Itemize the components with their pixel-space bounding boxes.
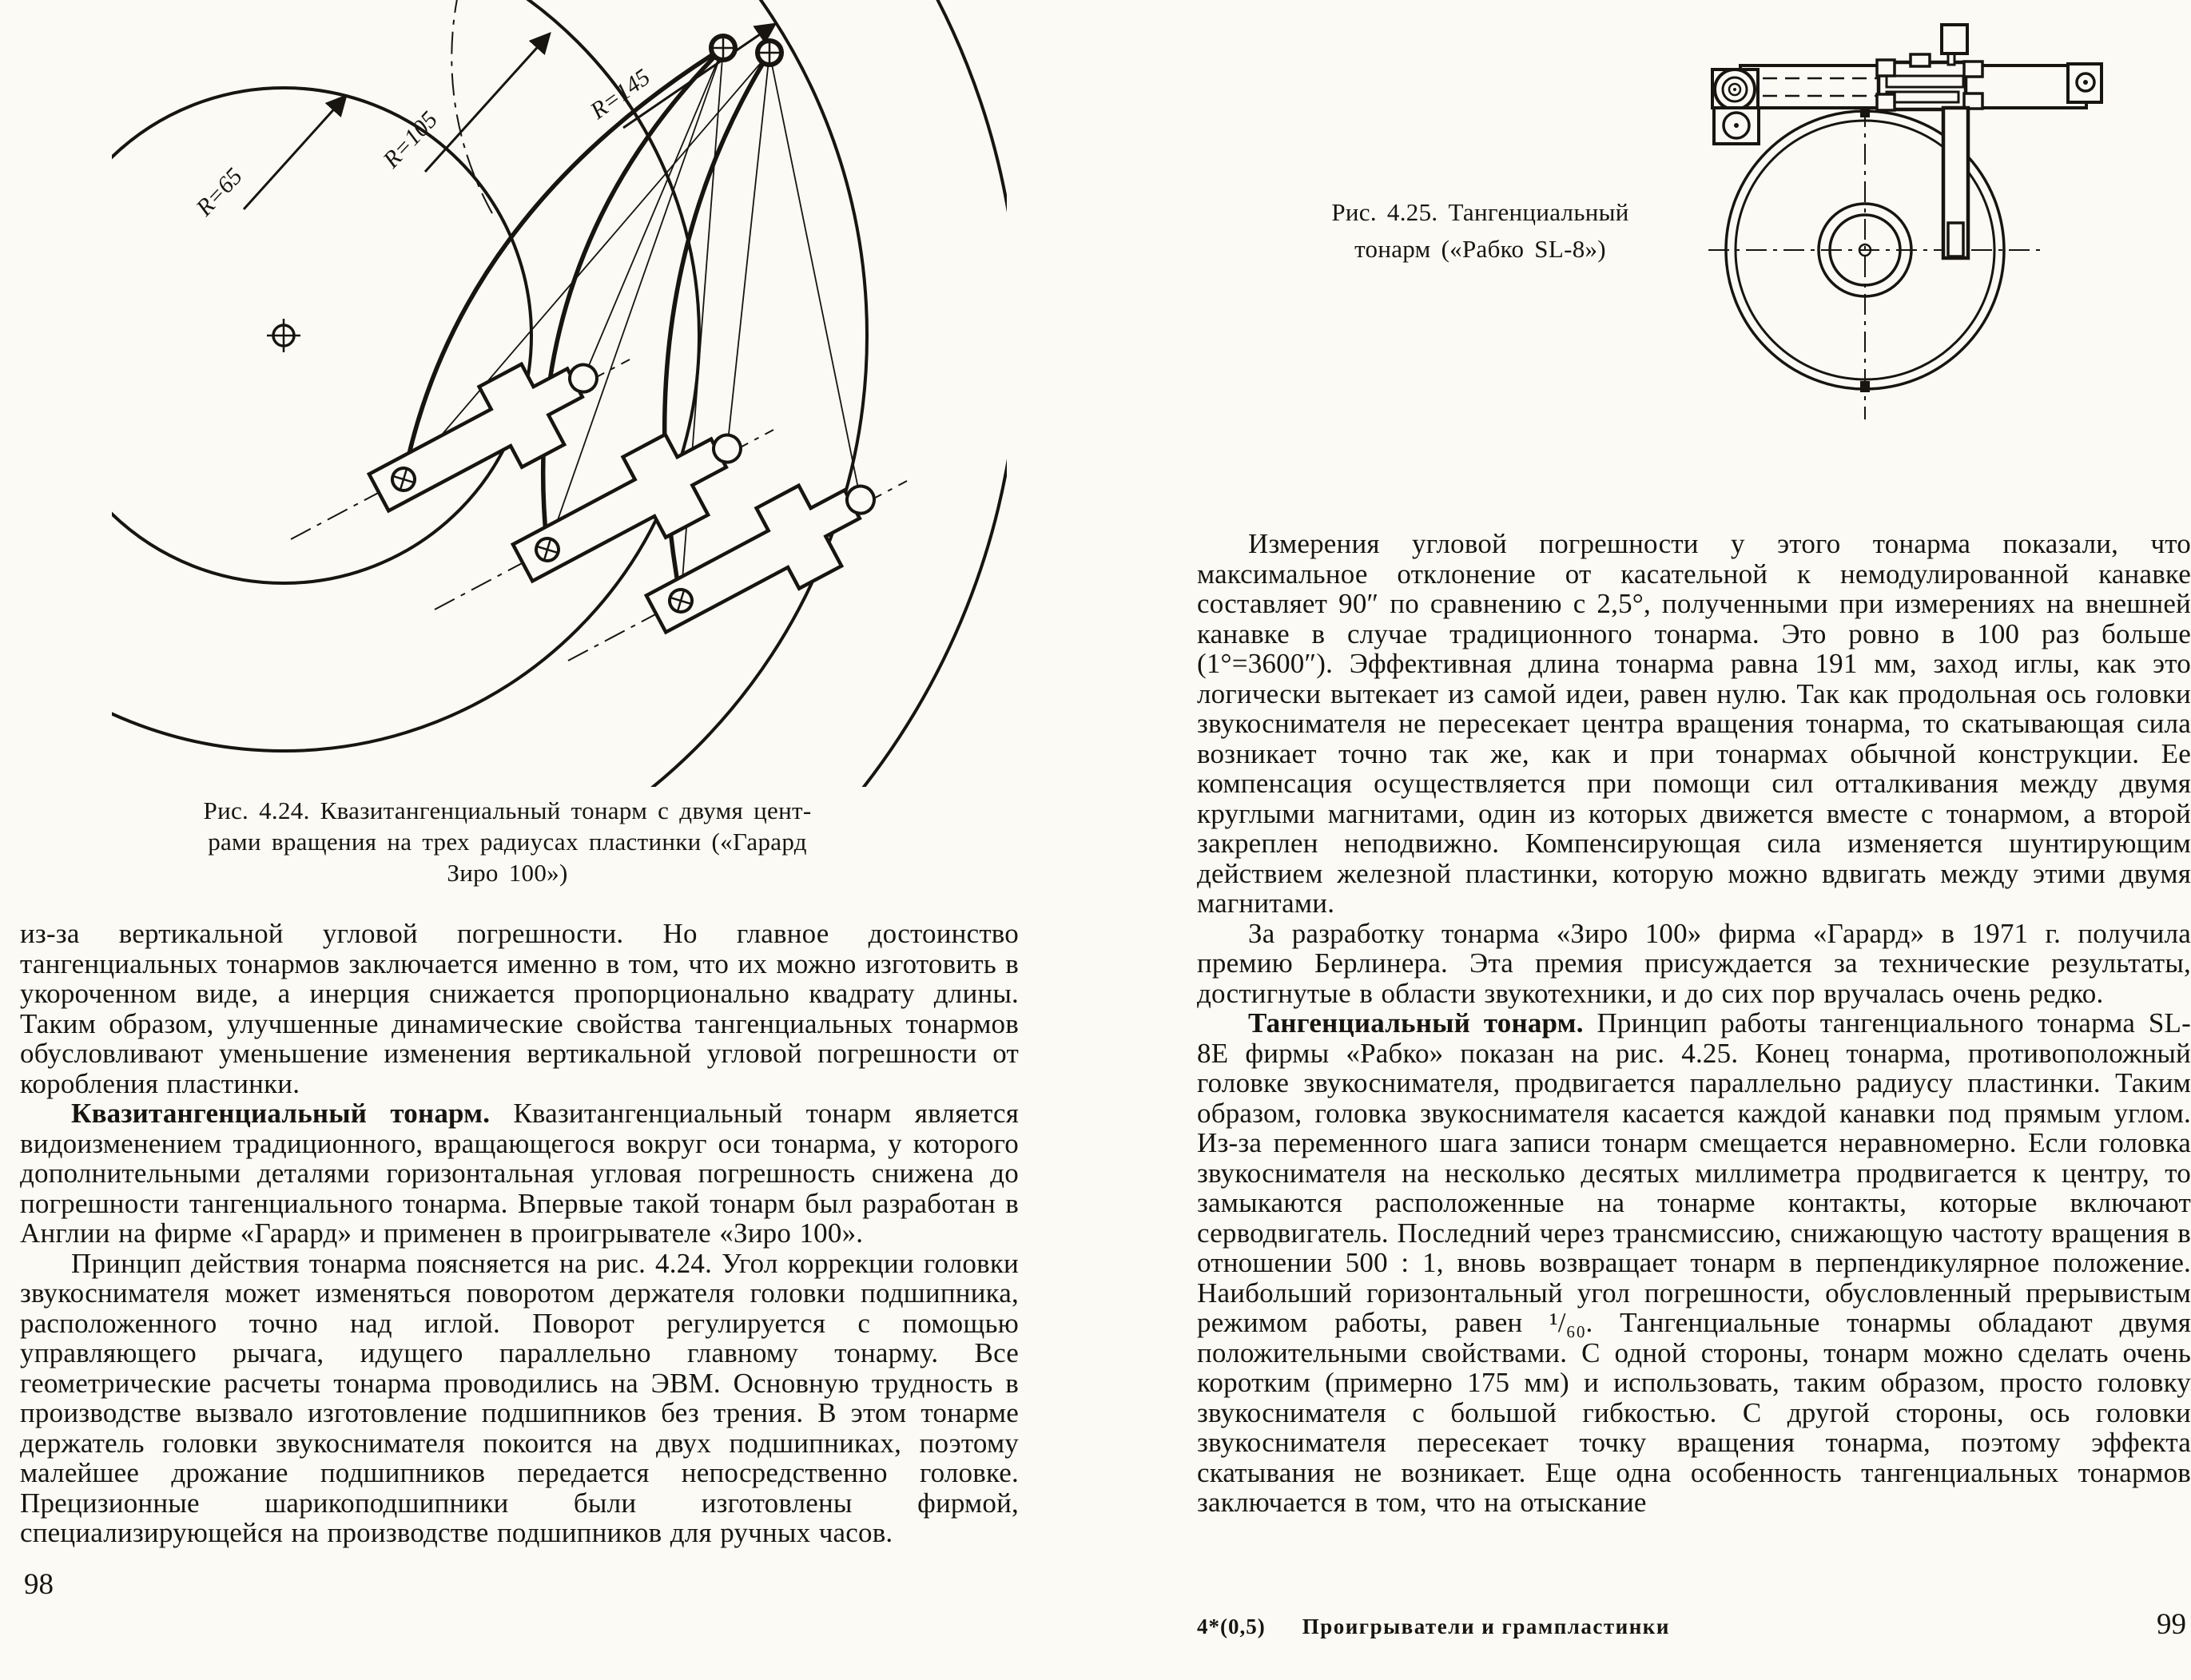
paragraph: из-за вертикальной угловой погрешности. Но главное достоинство тангенциальных тонармов заключается именно в том, что их можно изготовить в укороченном виде, а инерция снижается пропорционально квадрату длины. Таким образом, улучшенные динамические свойства тангенциальных тонармов обусловливают уменьшение изменения вертикальной угловой погрешности от коробления пластинки. bbox=[20, 918, 1019, 1099]
caption-line: Рис. 4.24. Квазитангенциальный тонарм с двумя цент- bbox=[203, 796, 812, 824]
pivot-center-2 bbox=[758, 41, 781, 65]
radius-label-65: R=65 bbox=[190, 163, 248, 221]
paragraph bbox=[1197, 1008, 2191, 1518]
figure-4-25-caption bbox=[1259, 194, 1702, 268]
paragraph-text: Принцип работы тангенциального тонарма SL-8E фирмы «Рабко» показан на рис. 4.25. Конец тонарма, противоположный головке звукоснимателя, продвигается параллельно радиусу пластинки. Таким образом, головка звукоснимателя касается каждой канавки под прямым углом. Из-за переменного шага записи тонарм смещается неравномерно. Если головка звукоснимателя на несколько десятых миллиметра продвигается к центру, то замыкаются расположенные на тонарме контакты, которые включают серводвигатель. Последний через трансмиссию, снижающую частоту вращения в отношении 500 : 1, вновь возвращает тонарм в перпендикулярное положение. Наибольший горизонтальный угол погрешности, обусловленный прерывистым режимом работы, равен ¹/₆₀. Тангенциальные тонармы обладают двумя положительными свойствами. С одной стороны, тонарм можно сделать очень коротким (примерно 175 мм) и использовать, таким образом, просто головку звукоснимателя с большой гибкостью. С другой стороны, ось головки звукоснимателя пересекает точку вращения тонарма, поэтому эффекта скатывания не возникает. Еще одна особенность тангенциальных тонармов заключается в том, что на отыскание bbox=[1197, 1007, 2191, 1518]
paragraph-text: Квазитангенциальный тонарм является видоизменением традиционного, вращающегося вокруг оси тонарма, у которого дополнительными деталями горизонтальная угловая погрешность снижена до погрешности тангенциального тонарма. Впервые такой тонарм был разработан в Англии на фирме «Гарард» и применен в проигрывателе «Зиро 100». bbox=[20, 1098, 1019, 1249]
paragraph: За разработку тонарма «Зиро 100» фирма «Гарард» в 1971 г. получила премию Берлинера. Эта премия присуждается за технические результаты, достигнутые в области звукотехники, и до сих пор вручалась очень редко. bbox=[1197, 917, 2191, 1009]
record-center-mark bbox=[267, 319, 300, 352]
paragraph: Принцип действия тонарма поясняется на рис. 4.24. Угол коррекции головки звукоснимателя может изменяться поворотом держателя головки подшипника, расположенного точно над иглой. Поворот регулируется с помощью управляющего рычага, идущего параллельно главному тонарму. Все геометрические расчеты тонарма проводились на ЭВМ. Основную трудность в производстве вызвало изготовление подшипников без трения. В этом тонарме держатель головки звукоснимателя покоится на двух подшипниках, поэтому малейшее дрожание подшипников передается непосредственно головке. Прецизионные шарикоподшипники были изготовлены фирмой, специализирующейся на производстве подшипников для ручных часов. bbox=[20, 1247, 1019, 1548]
left-bearing-bracket bbox=[1712, 70, 1759, 144]
paragraph: Измерения угловой погрешности у этого тонарма показали, что максимальное отклонение от касательной к немодулированной канавке составляет 90″ по сравнению с 2,5°, полученными при измерениях на внешней канавке в случае традиционного тонарма. Это ровно в 100 раз больше (1°=3600″). Эффективная длина тонарма равна 191 мм, заход иглы, как это логически вытекает из самой идеи, равен нулю. Так как продольная ось головки звукоснимателя не пересекает центра вращения тонарма, то скатывающая сила возникает точно так же, как и при тонармах обычной конструкции. Ее компенсация осуществляется при помощи сил отталкивания между двумя круглыми магнитами, один из которых движется вместе с тонармом, а второй закреплен неподвижно. Компенсирующая сила изменяется шунтирующим действием железной пластинки, которую можно вдвигать между этими двумя магнитами. bbox=[1197, 528, 2191, 919]
pivot-center-1 bbox=[711, 36, 735, 60]
caption-line: Зиро 100») bbox=[447, 859, 568, 887]
paragraph-lead: Тангенциальный тонарм. bbox=[1248, 1007, 1584, 1039]
running-title: Проигрыватели и грампластинки bbox=[1302, 1614, 1670, 1638]
right-page-footer bbox=[1197, 1607, 2186, 1642]
figure-4-25-drawing bbox=[1700, 4, 2191, 503]
radius-dimension-arrows bbox=[244, 24, 775, 209]
caption-line: тонарм («Рабко SL-8») bbox=[1354, 235, 1606, 263]
left-page-body bbox=[20, 919, 1019, 1548]
tonearm-vertical-arm bbox=[1943, 108, 1968, 258]
radius-label-145: R=145 bbox=[585, 63, 655, 125]
page-number-left: 98 bbox=[24, 1568, 54, 1601]
page-number-right: 99 bbox=[2157, 1608, 2186, 1641]
caption-line: рами вращения на трех радиусах пластинки («Гарард bbox=[208, 828, 807, 856]
right-page-body bbox=[1197, 529, 2191, 1518]
right-end-plate bbox=[2068, 64, 2102, 102]
radius-label-105: R=105 bbox=[377, 106, 443, 173]
cartridge-inner-radius bbox=[357, 336, 618, 532]
figure-4-24-caption bbox=[80, 795, 935, 888]
paragraph bbox=[20, 1098, 1019, 1249]
tonearm-carriage bbox=[1877, 25, 1982, 110]
caption-line: Рис. 4.25. Тангенциальный bbox=[1331, 198, 1629, 226]
figure-4-24-drawing bbox=[112, 0, 1007, 787]
centerline-crosshair bbox=[1708, 106, 2040, 419]
paragraph-lead: Квазитангенциальный тонарм. bbox=[71, 1098, 491, 1129]
printers-signature: 4*(0,5) bbox=[1197, 1614, 1266, 1638]
